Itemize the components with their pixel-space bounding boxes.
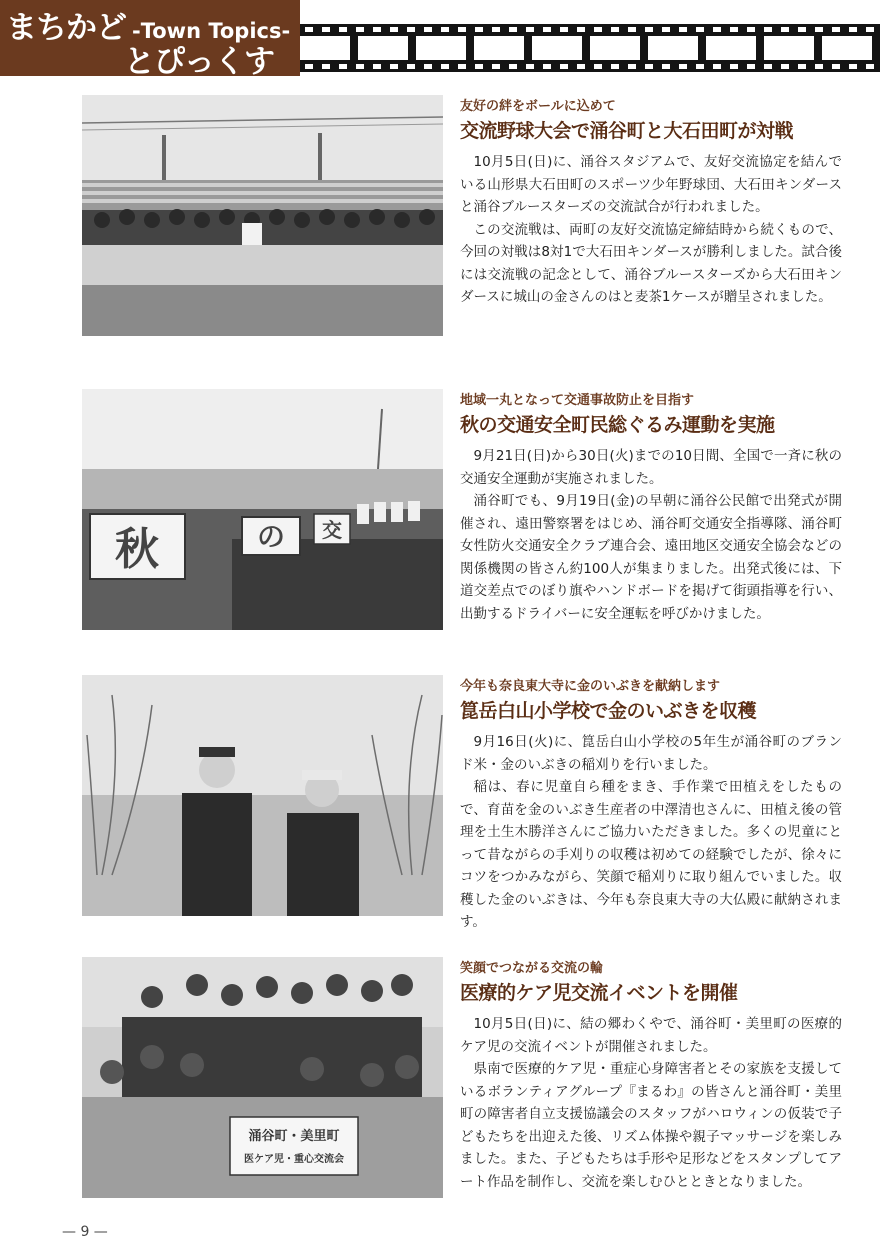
photo-traffic-safety-campaign: [82, 389, 443, 630]
sign-ko: 交: [322, 518, 342, 542]
article-subhead: 今年も奈良東大寺に金のいぶきを献納します: [460, 679, 721, 694]
paragraph: この交流戦は、両町の友好交流協定締結時から続くもので、今回の対戦は8対1で大石田キンダースが勝利しました。試合後には交流戦の記念として、涌谷ブルースターズから大石田キンダースに城山の金さんのはと麦茶1ケースが贈呈されました。: [460, 221, 842, 305]
section-title-jp: まちかど: [6, 10, 126, 46]
banner-line1: 涌谷町・美里町: [248, 1129, 340, 1144]
photo-rice-harvest-children: [82, 675, 443, 916]
sign-aki: 秋: [115, 524, 159, 575]
article-headline: 箟岳白山小学校で金のいぶきを収穫: [460, 700, 757, 722]
article-text: [460, 675, 842, 934]
article-subhead: 笑顔でつながる交流の輪: [460, 961, 604, 976]
paragraph: 涌谷町でも、9月19日(金)の早朝に涌谷公民館で出発式が開催され、遠田警察署をはじめ、涌谷町交通安全指導隊、涌谷町女性防火交通安全クラブ連合会、遠田地区交通安全協会などの関係機関の皆さん約100人が集まりました。出発式後には、下道交差点でのぼり旗やハンドボードを掲げて街頭指導を行い、出勤するドライバーに安全運転を呼びかけました。: [460, 493, 842, 622]
article-headline: 医療的ケア児交流イベントを開催: [460, 982, 738, 1004]
article-text: [460, 95, 842, 309]
paragraph: 10月5日(日)に、結の郷わくやで、涌谷町・美里町の医療的ケア児の交流イベントが開催されました。: [460, 1016, 842, 1055]
article-body: [460, 731, 842, 934]
article-subhead: 友好の絆をボールに込めて: [460, 99, 616, 114]
page-number: — 9 —: [62, 1224, 108, 1240]
article-text: [460, 389, 842, 625]
section-title-en: -Town Topics-: [132, 19, 291, 43]
article-body: [460, 151, 842, 309]
article-subhead: 地域一丸となって交通事故防止を目指す: [460, 393, 695, 408]
paragraph: 県南で医療的ケア児・重症心身障害者とその家族を支援しているボランティアグループ『まるわ』の皆さんと涌谷町・美里町の障害者自立支援協議会のスタッフがハロウィンの仮装で子どもたちを出迎えた後、リズム体操や親子マッサージを楽しみました。また、子どもたちは手形や足形などをスタンプしてアート作品を制作し、交流を楽しむひとときとなりました。: [460, 1061, 842, 1190]
photo-medical-care-event-group: [82, 957, 443, 1198]
banner-line2: 医ケア児・重心交流会: [244, 1154, 344, 1165]
article-headline: 秋の交通安全町民総ぐるみ運動を実施: [460, 414, 775, 436]
paragraph: 9月21日(日)から30日(火)までの10日間、全国で一斉に秋の交通安全運動が実施されました。: [460, 448, 842, 487]
page-header: [0, 0, 880, 78]
article-body: [460, 445, 842, 625]
section-title-jp-line2: とぴっくす: [124, 44, 274, 80]
article-text: [460, 957, 842, 1193]
paragraph: 10月5日(日)に、涌谷スタジアムで、友好交流協定を結んでいる山形県大石田町のスポーツ少年野球団、大石田キンダースと涌谷ブルースターズの交流試合が行われました。: [460, 154, 842, 215]
photo-baseball-teams: [82, 95, 443, 336]
filmstrip-decoration: [300, 24, 880, 72]
sign-no: の: [256, 520, 286, 553]
article-body: [460, 1013, 842, 1193]
section-title-block: [0, 0, 300, 80]
paragraph: 9月16日(火)に、箟岳白山小学校の5年生が涌谷町のブランド米・金のいぶきの稲刈りを行いました。: [460, 734, 842, 773]
paragraph: 稲は、春に児童自ら種をまき、手作業で田植えをしたもので、育苗を金のいぶき生産者の中澤清也さんに、田植え後の管理を土生木勝洋さんにご協力いただきました。多くの児童にとって昔ながらの手刈りの収穫は初めての経験でしたが、徐々にコツをつかみながら、笑顔で稲刈りに取り組んでいました。収穫した金のいぶきは、今年も奈良東大寺の大仏殿に献納されます。: [460, 779, 842, 930]
article-headline: 交流野球大会で涌谷町と大石田町が対戦: [460, 120, 794, 142]
